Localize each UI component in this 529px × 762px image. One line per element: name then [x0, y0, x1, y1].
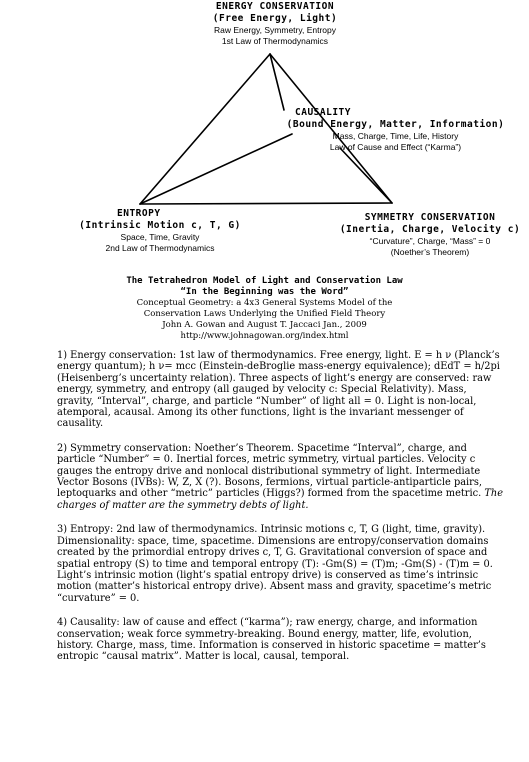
- edge-top-left: [140, 54, 270, 204]
- vertex-subtitle: (Intrinsic Motion c, T, G): [79, 220, 241, 231]
- vertex-title: ENERGY CONSERVATION: [215, 1, 335, 12]
- vertex-causality: [283, 107, 508, 153]
- edge-left-right: [140, 203, 392, 204]
- paragraph-energy-conservation: [57, 350, 505, 430]
- paragraph-text: 3) Entropy: 2nd law of thermodynamics. Intrinsic motions c, T, G (light, time, gravity). Dimensionality: space, time, spacetime. Dimensions are entropy/conservation domains created by the primordial entropy drives c, T, G. Gravitational conversion of space and spatial entropy (S) to time and temporal entropy (T): -Gm(S) = (T)m; -Gm(S) - (T)m = 0. Light’s intrinsic motion (light’s spatial entropy drive) is conserved as time’s intrinsic motion (matter’s historical entropy drive). Absent mass and gravity, spacetime’s metric “curvature” = 0.: [57, 524, 493, 604]
- caption-url: http://www.johnagowan.org/index.html: [180, 331, 349, 341]
- paragraph-italic: The charges of matter are the symmetry debts of light.: [57, 488, 504, 511]
- caption-title: The Tetrahedron Model of Light and Conservation Law: [126, 276, 403, 286]
- vertex-line: 1st Law of Thermodynamics: [221, 36, 329, 46]
- caption-line: John A. Gowan and August T. Jaccaci Jan., 2009: [162, 320, 367, 330]
- paragraph-causality: [57, 617, 505, 663]
- vertex-title: ENTROPY: [117, 208, 161, 219]
- paragraph-text: 4) Causality: law of cause and effect (“karma”); raw energy, charge, and information conservation; weak force symmetry-breaking. Bound energy, matter, life, evolution, history. Charge, mass, time. Information is conserved in historic spacetime = matter’s entropic “causal matrix”. Matter is local, causal, temporal.: [57, 617, 486, 663]
- vertex-title: CAUSALITY: [295, 107, 351, 118]
- paragraph-symmetry-conservation: [57, 443, 505, 511]
- vertex-line: 2nd Law of Thermodynamics: [105, 243, 215, 253]
- figure-caption: [0, 276, 529, 342]
- vertex-line: Raw Energy, Symmetry, Entropy: [213, 25, 337, 35]
- vertex-line: Space, Time, Gravity: [120, 232, 200, 242]
- caption-line: Conservation Laws Underlying the Unified Field Theory: [143, 309, 386, 319]
- vertex-subtitle: (Inertia, Charge, Velocity c): [339, 224, 521, 235]
- vertex-entropy: [60, 208, 260, 254]
- vertex-line: (Noether’s Theorem): [390, 247, 470, 257]
- vertex-line: “Curvature”, Charge, “Mass” = 0: [369, 236, 491, 246]
- paragraph-text: 2) Symmetry conservation: Noether’s Theorem. Spacetime “Interval”, charge, and particle “Number” = 0. Inertial forces, metric symmetry, virtual particles. Velocity c gauges the entropy drive and nonlocal distributional symmetry of light. Intermediate Vector Bosons (IVBs): W, Z, X (?). Bosons, fermions, virtual particle-antiparticle pairs, leptoquarks and other “metric” particles (Higgs?) formed from the spacetime metric.: [57, 442, 483, 500]
- edge-right-center: [340, 148, 392, 203]
- explanation-paragraphs: [57, 350, 505, 676]
- vertex-energy-conservation: [170, 1, 380, 47]
- vertex-line: Mass, Charge, Time, Life, History: [332, 131, 459, 141]
- caption-subtitle: “In the Beginning was the Word”: [180, 287, 349, 297]
- vertex-subtitle: (Free Energy, Light): [212, 13, 338, 24]
- paragraph-text: 1) Energy conservation: 1st law of thermodynamics. Free energy, light. E = h ν (Planck’s energy quantum); h ν= mcc (Einstein-deBroglie mass-energy equivalence); dEdT = h/2pi (Heisenberg’s uncertainty relation). Three aspects of light’s energy are conserved: raw energy, symmetry, and entropy (all gauged by velocity c: Special Relativity). Mass, gravity, “Interval”, charge, and particle “Number” of light all = 0. Light is non-local, atemporal, acausal. Among its other functions, light is the invariant messenger of causality.: [57, 350, 500, 430]
- paragraph-entropy: [57, 524, 505, 604]
- vertex-line: Law of Cause and Effect (“Karma”): [329, 142, 462, 152]
- vertex-symmetry-conservation: [335, 212, 525, 258]
- caption-line: Conceptual Geometry: a 4x3 General Systems Model of the: [136, 298, 393, 308]
- edge-left-center: [140, 134, 292, 204]
- vertex-title: SYMMETRY CONSERVATION: [364, 212, 496, 223]
- vertex-subtitle: (Bound Energy, Matter, Information): [286, 119, 505, 130]
